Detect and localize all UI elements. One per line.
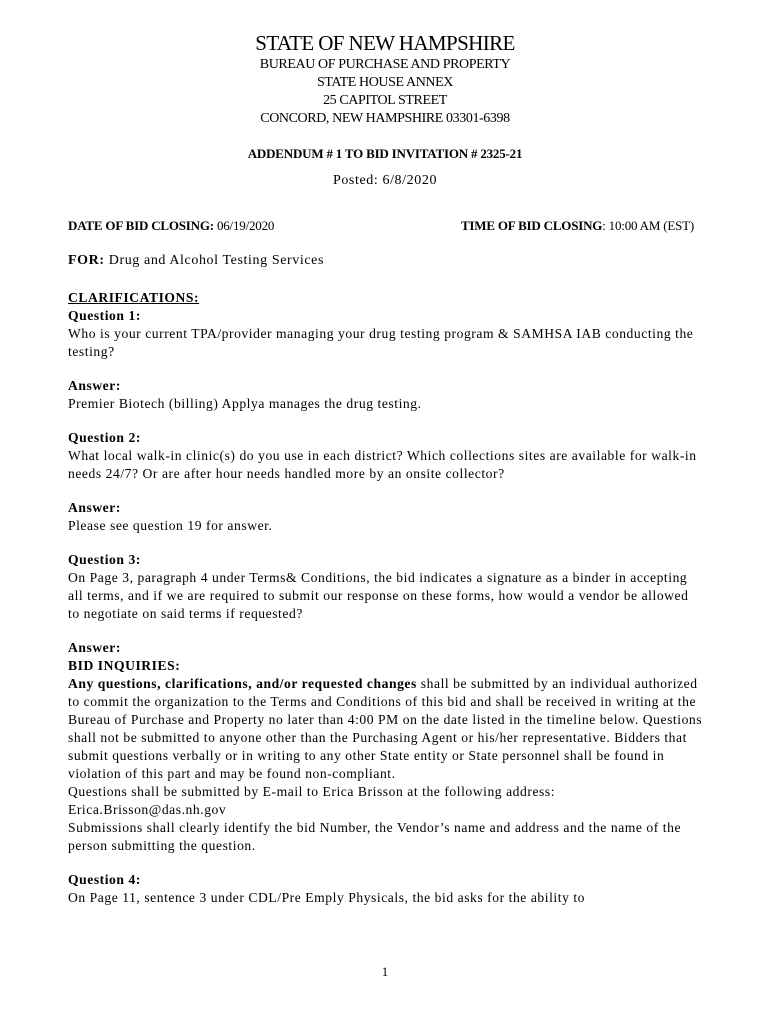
question-1-text: Who is your current TPA/provider managing your drug testing program & SAMHSA IAB conducting the testing? [68, 326, 694, 359]
question-2-label: Question 2: [68, 430, 141, 445]
posted-date: Posted: 6/8/2020 [332, 173, 438, 188]
question-1-label: Question 1: [68, 308, 141, 323]
city-state-zip: CONCORD, NEW HAMPSHIRE 03301-6398 [260, 111, 510, 126]
answer-3-label: Answer: [68, 640, 121, 655]
closing-time-value: : 10:00 AM (EST) [602, 218, 694, 233]
question-4-text: On Page 11, sentence 3 under CDL/Pre Emply Physicals, the bid asks for the ability to [68, 890, 586, 905]
page-number: 1 [381, 964, 389, 979]
bid-inquiries-lead: Any questions, clarifications, and/or requested changes [68, 676, 417, 691]
question-4-label: Question 4: [68, 872, 141, 887]
document-body [68, 289, 704, 907]
submission-requirements: Submissions shall clearly identify the bid Number, the Vendor’s name and address and the name of the person submitting the question. [68, 820, 682, 853]
addendum-heading: ADDENDUM # 1 TO BID INVITATION # 2325-21 [247, 146, 523, 161]
for-value: Drug and Alcohol Testing Services [108, 253, 325, 268]
street-address: 25 CAPITOL STREET [323, 93, 447, 108]
answer-1-label: Answer: [68, 378, 121, 393]
bid-inquiries-text: shall be submitted by an individual authorized to commit the organization to the Terms and Conditions of this bid and shall be received in writing at the Bureau of Purchase and Property no later than 4:00 PM on the date listed in the timeline below. Questions shall not be submitted to anyone other than the Purchasing Agent or his/her representative. Bidders that submit questions verbally or in writing to any other State entity or State personnel shall be found in violation of this part and may be found non-compliant. [68, 676, 703, 781]
answer-2-text: Please see question 19 for answer. [68, 518, 273, 533]
email-instruction: Questions shall be submitted by E-mail to Erica Brisson at the following address: [68, 784, 556, 799]
for-label: FOR: [68, 253, 105, 268]
bid-closing-time [461, 218, 694, 234]
question-2-text: What local walk-in clinic(s) do you use in each district? Which collections sites are available for walk-in needs 24/7? Or are after hour needs handled more by an onsite collector? [68, 448, 697, 481]
for-line [68, 253, 324, 269]
building-name: STATE HOUSE ANNEX [317, 75, 453, 90]
question-3-text: On Page 3, paragraph 4 under Terms& Conditions, the bid indicates a signature as a binder in accepting all terms, and if we are required to submit our response on these forms, how would a vendor be allowed to negotiate on said terms if requested? [68, 570, 689, 621]
bureau-name: BUREAU OF PURCHASE AND PROPERTY [259, 57, 511, 72]
clarifications-heading: CLARIFICATIONS: [68, 290, 200, 305]
answer-1-text: Premier Biotech (billing) Applya manages the drug testing. [68, 396, 422, 411]
question-3-label: Question 3: [68, 552, 141, 567]
closing-time-label: TIME OF BID CLOSING [460, 218, 603, 233]
bid-closing-date [68, 218, 274, 234]
letterhead [0, 30, 770, 128]
contact-email: Erica.Brisson@das.nh.gov [68, 802, 227, 817]
bid-inquiries-paragraph [68, 675, 704, 783]
bid-inquiries-heading: BID INQUIRIES: [68, 658, 181, 673]
closing-date-label: DATE OF BID CLOSING: [68, 218, 214, 233]
agency-title: STATE OF NEW HAMPSHIRE [255, 31, 515, 55]
answer-2-label: Answer: [68, 500, 121, 515]
closing-date-value: 06/19/2020 [216, 218, 275, 233]
